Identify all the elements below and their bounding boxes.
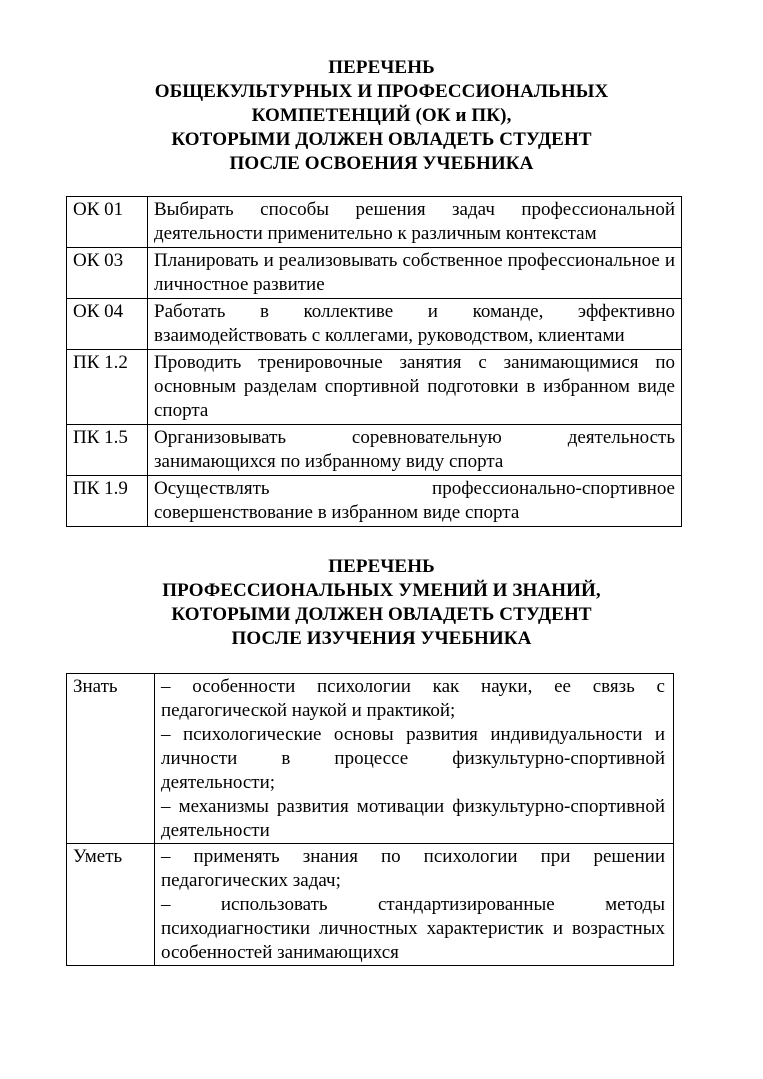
table-row	[67, 844, 674, 966]
table-row	[67, 248, 682, 299]
competency-code: ОК 04	[67, 299, 148, 350]
heading-line: ОБЩЕКУЛЬТУРНЫХ И ПРОФЕССИОНАЛЬНЫХ	[154, 81, 609, 102]
heading-line: ПОСЛЕ ОСВОЕНИЯ УЧЕБНИКА	[229, 153, 534, 174]
list-item: – применять знания по психологии при решении педагогических задач;	[161, 846, 665, 891]
table-row	[67, 476, 682, 527]
competency-description: Работать в коллективе и команде, эффективно взаимодействовать с коллегами, руководством, клиентами	[148, 299, 682, 350]
list-item: – использовать стандартизированные методы психодиагностики личностных характеристик и возрастных особенностей занимающихся	[161, 894, 665, 963]
competency-description: Планировать и реализовывать собственное профессиональное и личностное развитие	[148, 248, 682, 299]
table-row	[67, 425, 682, 476]
heading-line: ПЕРЕЧЕНЬ	[328, 556, 435, 577]
table-row	[67, 197, 682, 248]
heading-line: КОМПЕТЕНЦИЙ (ОК и ПК),	[251, 105, 512, 126]
competency-code: ПК 1.2	[67, 350, 148, 425]
heading-line: ПЕРЕЧЕНЬ	[328, 57, 435, 78]
competency-description: Выбирать способы решения задач профессиональной деятельности применительно к различным контекстам	[148, 197, 682, 248]
skills-table	[66, 673, 674, 966]
list-item: – механизмы развития мотивации физкультурно-спортивной деятельности	[161, 796, 665, 841]
heading-line: КОТОРЫМИ ДОЛЖЕН ОВЛАДЕТЬ СТУДЕНТ	[171, 129, 592, 150]
list-item: – особенности психологии как науки, ее связь с педагогической наукой и практикой;	[161, 676, 665, 721]
skill-items	[155, 674, 674, 844]
heading-line: ПОСЛЕ ИЗУЧЕНИЯ УЧЕБНИКА	[231, 628, 532, 649]
competency-description: Организовывать соревновательную деятельность занимающихся по избранному виду спорта	[148, 425, 682, 476]
competencies-heading	[0, 56, 763, 176]
table-row	[67, 674, 674, 844]
list-item: – психологические основы развития индивидуальности и личности в процессе физкультурно-спортивной деятельности;	[161, 724, 665, 793]
competency-description: Проводить тренировочные занятия с занимающимися по основным разделам спортивной подготовки в избранном виде спорта	[148, 350, 682, 425]
table-row	[67, 350, 682, 425]
skill-category-label: Знать	[67, 674, 155, 844]
heading-line: ПРОФЕССИОНАЛЬНЫХ УМЕНИЙ И ЗНАНИЙ,	[162, 580, 601, 601]
competency-code: ОК 03	[67, 248, 148, 299]
skill-items	[155, 844, 674, 966]
table-row	[67, 299, 682, 350]
skills-heading	[0, 555, 763, 651]
competency-code: ОК 01	[67, 197, 148, 248]
skill-category-label: Уметь	[67, 844, 155, 966]
competency-description: Осуществлять профессионально-спортивное совершенствование в избранном виде спорта	[148, 476, 682, 527]
competencies-table	[66, 196, 682, 527]
heading-line: КОТОРЫМИ ДОЛЖЕН ОВЛАДЕТЬ СТУДЕНТ	[171, 604, 592, 625]
competency-code: ПК 1.9	[67, 476, 148, 527]
competency-code: ПК 1.5	[67, 425, 148, 476]
